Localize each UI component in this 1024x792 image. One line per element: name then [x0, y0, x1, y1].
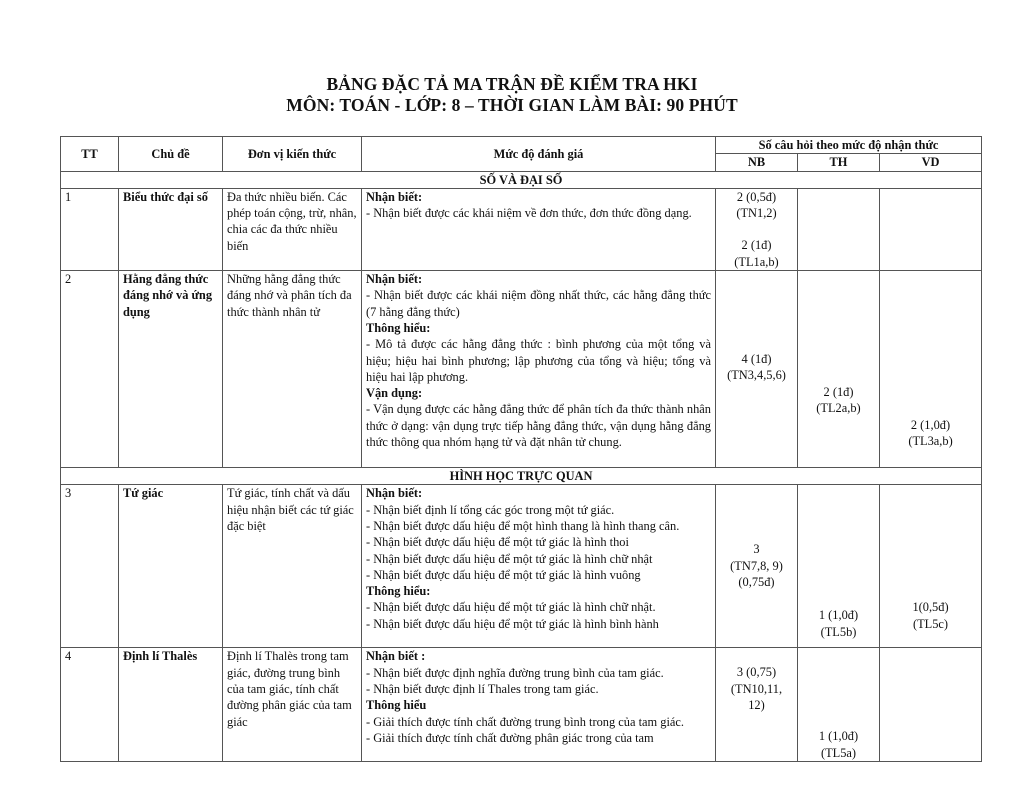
spacer: [802, 271, 875, 384]
level-item: - Nhận biết được dấu hiệu để một tứ giác là hình bình hành: [366, 616, 659, 631]
level-item: - Nhận biết được dấu hiệu để một tứ giác là hình chữ nhật: [366, 551, 653, 566]
vd-count-cell: [880, 485, 982, 648]
level-heading: Nhận biết:: [366, 189, 423, 204]
header-topic: Chủ đề: [119, 137, 223, 172]
title-line-2: MÔN: TOÁN - LỚP: 8 – THỜI GIAN LÀM BÀI: 90 PHÚT: [286, 95, 738, 115]
th-count-line: (TL5b): [820, 624, 857, 639]
nb-count-line: 12): [748, 697, 765, 712]
section-title: HÌNH HỌC TRỰC QUAN: [61, 468, 982, 485]
header-vd: VD: [880, 154, 982, 171]
th-count-cell: [798, 648, 880, 762]
row-number: 3: [61, 485, 119, 648]
level-heading: Thông hiểu:: [366, 584, 431, 599]
vd-count-cell: [880, 648, 982, 762]
level-heading: Nhận biết :: [366, 649, 426, 664]
th-count-cell: [798, 485, 880, 648]
level-item: - Nhận biết được định nghĩa đường trung bình của tam giác.: [366, 665, 664, 680]
section-title: SỐ VÀ ĐẠI SỐ: [61, 171, 982, 188]
th-count-cell: [798, 271, 880, 468]
th-count-cell: [798, 188, 880, 270]
level-description-cell: [362, 648, 716, 762]
specification-matrix-table: [60, 136, 982, 762]
level-item: - Nhận biết được định lí Thales trong tam giác.: [366, 681, 599, 696]
table-row: [61, 485, 982, 648]
title-line-1: BẢNG ĐẶC TẢ MA TRẬN ĐỀ KIỂM TRA HKI: [326, 74, 698, 94]
nb-count-line: (TN7,8, 9): [730, 558, 783, 573]
spacer: [720, 221, 793, 237]
nb-count-cell: [716, 648, 798, 762]
level-heading: Nhận biết:: [366, 486, 423, 501]
vd-count-cell: [880, 271, 982, 468]
level-item: - Giải thích được tính chất đường phân giác trong của tam: [366, 730, 654, 745]
spacer: [884, 271, 977, 417]
level-item: - Giải thích được tính chất đường trung bình trong của tam giác.: [366, 714, 684, 729]
header-count-group: Số câu hỏi theo mức độ nhận thức: [716, 137, 982, 154]
level-heading: Thông hiểu: [366, 698, 427, 713]
topic-cell: Tứ giác: [119, 485, 223, 648]
header-tt: TT: [61, 137, 119, 172]
nb-count-cell: [716, 188, 798, 270]
spacer: [720, 485, 793, 541]
th-count-line: 1 (1,0đ): [818, 608, 859, 623]
unit-cell: Tứ giác, tính chất và dấu hiệu nhận biết các tứ giác đặc biệt: [223, 485, 362, 648]
topic-cell: Biểu thức đại số: [119, 188, 223, 270]
topic-cell: Hằng đẳng thức đáng nhớ và ứng dụng: [119, 271, 223, 468]
header-nb: NB: [716, 154, 798, 171]
row-number: 2: [61, 271, 119, 468]
level-description-cell: [362, 188, 716, 270]
level-item: - Nhận biết được dấu hiệu để một tứ giác là hình thoi: [366, 535, 629, 550]
level-description-cell: [362, 271, 716, 468]
th-count-line: (TL2a,b): [816, 401, 861, 416]
nb-count-line: (TN1,2): [736, 206, 777, 221]
vd-count-line: (TL3a,b): [908, 434, 953, 449]
nb-count-line: (0,75đ): [738, 574, 775, 589]
nb-count-line: (TL1a,b): [734, 254, 779, 269]
level-heading: Vận dụng:: [366, 386, 423, 401]
vd-count-line: (TL5c): [912, 616, 949, 631]
vd-count-cell: [880, 188, 982, 270]
level-item: - Nhận biết được dấu hiệu để một hình thang là hình thang cân.: [366, 518, 680, 533]
row-number: 4: [61, 648, 119, 762]
nb-count-cell: [716, 271, 798, 468]
spacer: [720, 271, 793, 351]
level-description-cell: [362, 485, 716, 648]
table-row: [61, 648, 982, 762]
unit-cell: Định lí Thalès trong tam giác, đường trung bình của tam giác, tính chất đường phân giác của tam giác: [223, 648, 362, 762]
level-item: - Nhận biết được các khái niệm về đơn thức, đơn thức đồng dạng.: [366, 206, 692, 221]
level-item: - Nhận biết được dấu hiệu để một tứ giác là hình chữ nhật.: [366, 600, 656, 615]
th-count-line: 1 (1,0đ): [818, 729, 859, 744]
nb-count-line: (TN3,4,5,6): [727, 368, 786, 383]
nb-count-line: 2 (0,5đ): [736, 189, 777, 204]
topic-cell: Định lí Thalès: [119, 648, 223, 762]
unit-cell: Đa thức nhiều biến. Các phép toán cộng, trừ, nhân, chia các đa thức nhiều biến: [223, 188, 362, 270]
header-unit: Đơn vị kiến thức: [223, 137, 362, 172]
spacer: [884, 485, 977, 599]
spacer: [720, 648, 793, 664]
level-heading: Thông hiểu:: [366, 320, 431, 335]
document-title: [0, 74, 1024, 116]
level-item: - Nhận biết được dấu hiệu để một tứ giác là hình vuông: [366, 567, 641, 582]
level-item: - Mô tả được các hằng đẳng thức : bình phương của một tổng và hiệu; hiệu hai bình phương; lập phương của tổng và hiệu; tổng và hiệu hai lập phương.: [366, 337, 711, 384]
section-row: [61, 171, 982, 188]
th-count-line: 2 (1đ): [823, 385, 854, 400]
vd-count-line: 1(0,5đ): [912, 600, 949, 615]
spacer: [802, 485, 875, 607]
unit-cell: Những hằng đẳng thức đáng nhớ và phân tích đa thức thành nhân tử: [223, 271, 362, 468]
nb-count-line: 3 (0,75): [736, 665, 777, 680]
th-count-line: (TL5a): [820, 745, 857, 760]
nb-count-line: (TN10,11,: [730, 681, 783, 696]
level-item: - Vận dụng được các hằng đẳng thức để phân tích đa thức thành nhân thức ở dạng: vận dụng trực tiếp hằng đẳng thức, vận dụng hằng đẳng thức thông qua nhóm hạng tử và đặt nhân tử chung.: [366, 402, 711, 450]
level-heading: Nhận biết:: [366, 272, 423, 287]
header-th: TH: [798, 154, 880, 171]
nb-count-line: 2 (1đ): [741, 238, 772, 253]
row-number: 1: [61, 188, 119, 270]
nb-count-line: 4 (1đ): [741, 352, 772, 367]
spacer: [802, 648, 875, 728]
section-row: [61, 468, 982, 485]
level-item: - Nhận biết định lí tổng các góc trong một tứ giác.: [366, 502, 615, 517]
level-item: - Nhận biết được các khái niệm đồng nhất thức, các hằng đẳng thức (7 hằng đẳng thức): [366, 288, 711, 319]
vd-count-line: 2 (1,0đ): [910, 418, 951, 433]
table-row: [61, 188, 982, 270]
nb-count-line: 3: [753, 542, 760, 557]
header-level: Mức độ đánh giá: [362, 137, 716, 172]
nb-count-cell: [716, 485, 798, 648]
table-row: [61, 271, 982, 468]
